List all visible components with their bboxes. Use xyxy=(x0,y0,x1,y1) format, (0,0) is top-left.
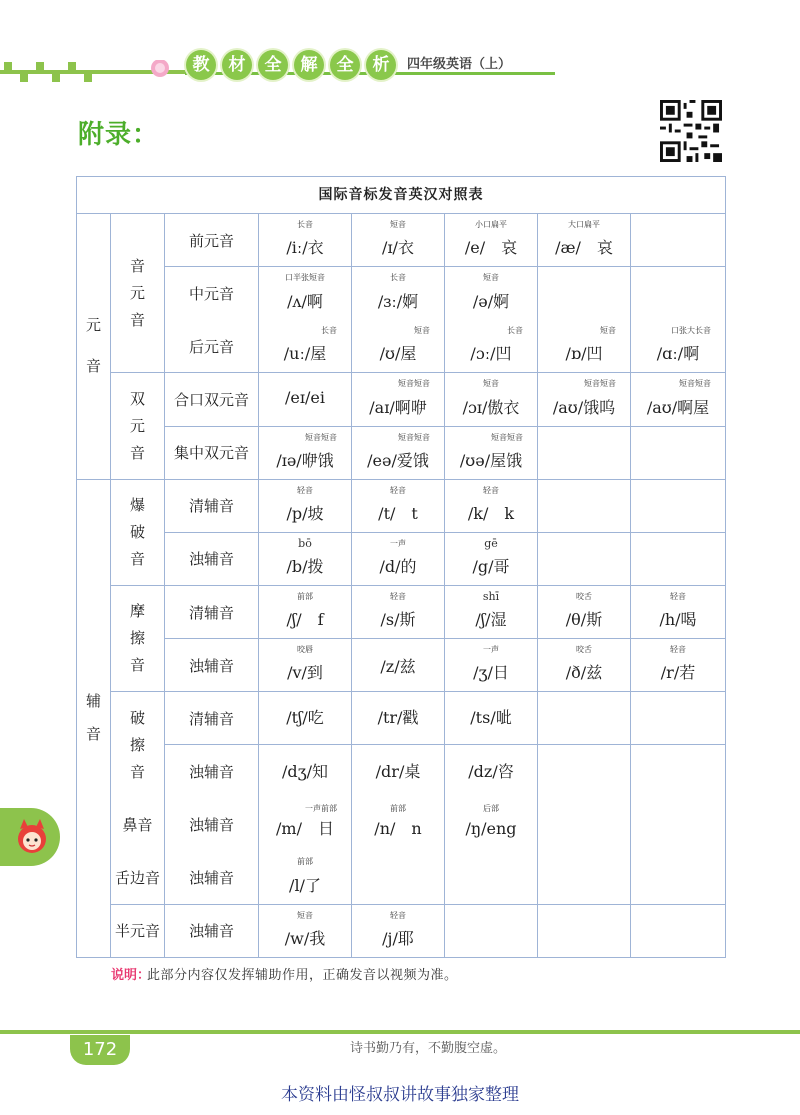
row-label: 浊辅音 xyxy=(165,904,259,957)
ipa-cell: /tr/戳 xyxy=(352,692,445,745)
credit-line: 本资料由怪叔叔讲故事独家整理 xyxy=(281,1085,519,1105)
ipa-cell xyxy=(631,798,726,851)
row-label: 中元音 xyxy=(165,267,259,320)
ipa-cell xyxy=(538,267,631,320)
group-label-monophthong: 音 元 音 xyxy=(111,214,165,373)
ipa-cell: 咬唇 /v/到 xyxy=(259,639,352,692)
table-row xyxy=(77,585,726,638)
ipa-cell: gē /g/哥 xyxy=(445,532,538,585)
ipa-cell: 长音 /ɔː/凹 xyxy=(445,320,538,373)
row-label: 合口双元音 xyxy=(165,373,259,426)
table-row xyxy=(77,426,726,479)
vowel-label: 元 音 xyxy=(77,214,111,480)
row-label: 清辅音 xyxy=(165,585,259,638)
ipa-cell: 轻音 /k/ k xyxy=(445,479,538,532)
table-row xyxy=(77,904,726,957)
table-row xyxy=(77,267,726,320)
ipa-cell xyxy=(631,426,726,479)
ipa-cell: 轻音 /r/若 xyxy=(631,639,726,692)
row-label: 浊辅音 xyxy=(165,798,259,851)
group-label-semivowel: 半元音 xyxy=(111,904,165,957)
row-label: 前元音 xyxy=(165,214,259,267)
group-label-nasal: 鼻音 xyxy=(111,798,165,851)
table-row xyxy=(77,745,726,798)
ipa-cell xyxy=(538,904,631,957)
ipa-cell xyxy=(445,904,538,957)
ipa-cell xyxy=(631,904,726,957)
ipa-cell xyxy=(538,745,631,798)
ipa-cell: 短音短音 /eə/爱饿 xyxy=(352,426,445,479)
row-label: 后元音 xyxy=(165,320,259,373)
ipa-cell: 短音短音 /ʊə/屋饿 xyxy=(445,426,538,479)
qr-code-icon[interactable] xyxy=(660,100,722,162)
ipa-cell: 一声 /d/的 xyxy=(352,532,445,585)
ipa-cell xyxy=(538,479,631,532)
table-row xyxy=(77,320,726,373)
ipa-cell: 口张大长音 /ɑː/啊 xyxy=(631,320,726,373)
ipa-cell: 前部 /ʃ/ f xyxy=(259,585,352,638)
footnote-text: 此部分内容仅发挥辅助作用，正确发音以视频为准。 xyxy=(147,968,458,983)
ipa-cell: 短音 /ɒ/凹 xyxy=(538,320,631,373)
ipa-cell: 短音短音 /aɪ/啊咿 xyxy=(352,373,445,426)
footer-motto: 诗书勤乃有，不勤腹空虚。 xyxy=(350,1041,507,1056)
ipa-cell: 轻音 /p/坡 xyxy=(259,479,352,532)
header-badge-char: 解 xyxy=(294,50,324,80)
ipa-cell xyxy=(352,851,445,904)
ipa-cell: 短音短音 /aʊ/啊屋 xyxy=(631,373,726,426)
table-row xyxy=(77,373,726,426)
ipa-cell: 大口扁平 /æ/ 哀 xyxy=(538,214,631,267)
ipa-cell: /tʃ/吃 xyxy=(259,692,352,745)
ipa-cell xyxy=(631,532,726,585)
header-badge-char: 全 xyxy=(330,50,360,80)
ipa-cell: /dʒ/知 xyxy=(259,745,352,798)
ipa-cell: 长音 /uː/屋 xyxy=(259,320,352,373)
ipa-cell: 咬舌 /ð/兹 xyxy=(538,639,631,692)
ipa-cell: 长音 /iː/衣 xyxy=(259,214,352,267)
row-label: 清辅音 xyxy=(165,692,259,745)
row-label: 浊辅音 xyxy=(165,745,259,798)
header-subtitle: 四年级英语（上） xyxy=(407,57,512,72)
ipa-cell: 短音 /ʊ/屋 xyxy=(352,320,445,373)
group-label-affricate: 破 擦 音 xyxy=(111,692,165,798)
ipa-cell: 短音短音 /aʊ/饿呜 xyxy=(538,373,631,426)
phonetic-table xyxy=(76,176,726,958)
ipa-cell xyxy=(631,745,726,798)
ipa-cell: 短音短音 /ɪə/咿饿 xyxy=(259,426,352,479)
ipa-cell: 咬舌 /θ/斯 xyxy=(538,585,631,638)
ipa-cell: 后部 /ŋ/eng xyxy=(445,798,538,851)
ipa-cell: 前部 /n/ n xyxy=(352,798,445,851)
table-row xyxy=(77,851,726,904)
ipa-cell: /z/兹 xyxy=(352,639,445,692)
table-row xyxy=(77,532,726,585)
row-label: 浊辅音 xyxy=(165,851,259,904)
footer-line xyxy=(0,1030,800,1034)
page-number: 172 xyxy=(70,1035,130,1065)
ipa-cell: bō /b/拨 xyxy=(259,532,352,585)
ipa-cell xyxy=(538,851,631,904)
group-label-plosive: 爆 破 音 xyxy=(111,479,165,585)
ipa-cell: 长音 /ɜː/婀 xyxy=(352,267,445,320)
ipa-cell xyxy=(631,214,726,267)
table-row xyxy=(77,479,726,532)
header-badge-char: 析 xyxy=(366,50,396,80)
header-stripe-decoration xyxy=(0,60,190,82)
row-label: 浊辅音 xyxy=(165,639,259,692)
ipa-cell xyxy=(631,267,726,320)
header-badge-char: 教 xyxy=(186,50,216,80)
ipa-cell: 前部 /l/了 xyxy=(259,851,352,904)
ipa-cell: 短音 /w/我 xyxy=(259,904,352,957)
header-badge-char: 全 xyxy=(258,50,288,80)
header-badge-char: 材 xyxy=(222,50,252,80)
ipa-cell: 短音 /ɔɪ/傲衣 xyxy=(445,373,538,426)
ipa-cell xyxy=(631,692,726,745)
ipa-cell: 轻音 /s/斯 xyxy=(352,585,445,638)
ipa-cell: 短音 /ə/婀 xyxy=(445,267,538,320)
side-tab xyxy=(0,808,60,866)
row-label: 浊辅音 xyxy=(165,532,259,585)
ipa-cell: 口半张短音 /ʌ/啊 xyxy=(259,267,352,320)
ipa-cell: 短音 /ɪ/衣 xyxy=(352,214,445,267)
ipa-cell: /dr/桌 xyxy=(352,745,445,798)
ipa-cell xyxy=(538,692,631,745)
mascot-icon xyxy=(12,817,52,857)
row-label: 集中双元音 xyxy=(165,426,259,479)
row-label: 清辅音 xyxy=(165,479,259,532)
ipa-cell xyxy=(445,851,538,904)
ipa-cell: 小口扁平 /e/ 哀 xyxy=(445,214,538,267)
group-label-fricative: 摩 擦 音 xyxy=(111,585,165,691)
table-row xyxy=(77,214,726,267)
section-title: 附录： xyxy=(78,120,160,150)
group-label-diphthong: 双 元 音 xyxy=(111,373,165,479)
ipa-cell xyxy=(631,851,726,904)
group-label-lateral: 舌边音 xyxy=(111,851,165,904)
consonant-label: 辅 音 xyxy=(77,479,111,957)
table-title: 国际音标发音英汉对照表 xyxy=(77,177,726,214)
ipa-cell: /ts/呲 xyxy=(445,692,538,745)
ipa-cell: 一声前部 /m/ 日 xyxy=(259,798,352,851)
ipa-cell xyxy=(538,532,631,585)
table-row xyxy=(77,798,726,851)
ipa-cell xyxy=(631,479,726,532)
ipa-cell xyxy=(538,798,631,851)
table-row xyxy=(77,692,726,745)
footnote-label: 说明： xyxy=(111,968,151,983)
ipa-cell xyxy=(538,426,631,479)
ipa-cell: /eɪ/ei xyxy=(259,373,352,426)
ipa-cell: 轻音 /j/耶 xyxy=(352,904,445,957)
ipa-cell: 轻音 /h/喝 xyxy=(631,585,726,638)
ipa-cell: 一声 /ʒ/日 xyxy=(445,639,538,692)
ipa-cell: /dz/咨 xyxy=(445,745,538,798)
ipa-cell: 轻音 /t/ t xyxy=(352,479,445,532)
ipa-cell: shī /ʃ/湿 xyxy=(445,585,538,638)
table-row xyxy=(77,639,726,692)
